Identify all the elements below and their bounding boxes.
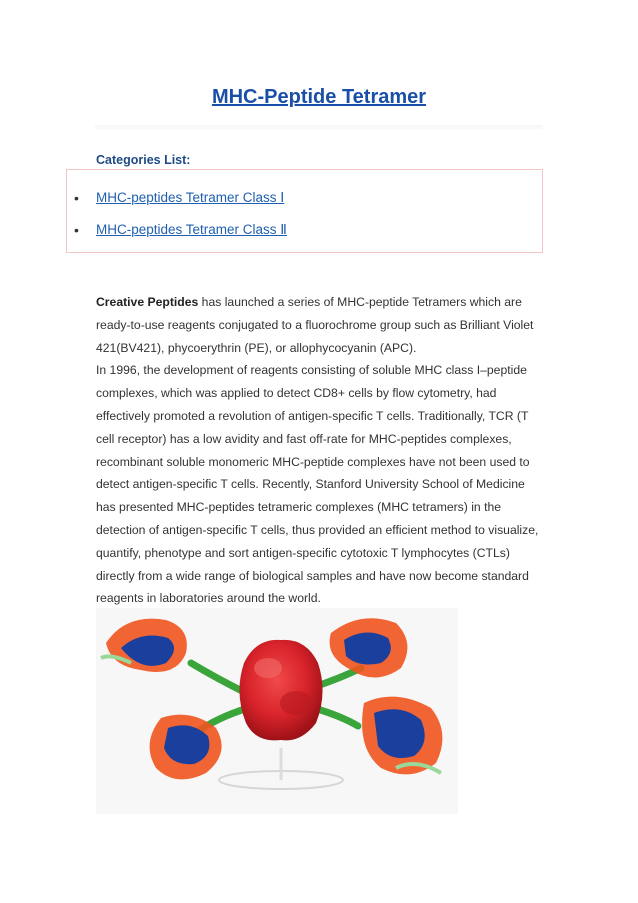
categories-list: [66, 169, 543, 253]
company-name: Creative Peptides: [96, 295, 199, 309]
categories-label: Categories List:: [96, 153, 191, 167]
category-link-class-ii[interactable]: MHC-peptides Tetramer Class Ⅱ: [96, 222, 287, 237]
intro-text: has launched a series of MHC-peptide Tetramers which are ready-to-use reagents conjugated to a fluorochrome group such as Brilliant Violet 421(BV421), phycoerythrin (PE), or allophycocyanin (APC).: [96, 295, 534, 355]
bullet: •: [74, 222, 79, 238]
bullet: •: [74, 190, 79, 206]
article-body: [96, 291, 546, 610]
page-title[interactable]: MHC-Peptide Tetramer: [211, 86, 427, 108]
tetramer-illustration: [96, 608, 458, 814]
paragraph-intro: [96, 291, 546, 359]
title-divider: [95, 125, 543, 130]
tetramer-structure-image: [96, 608, 458, 814]
paragraph-history: In 1996, the development of reagents consisting of soluble MHC class I–peptide complexes, which was applied to detect CD8+ cells by flow cytometry, had effectively promoted a revolution of antigen-specific T cells. Traditionally, TCR (T cell receptor) has a low avidity and fast off-rate for MHC-peptides complexes, recombinant soluble monomeric MHC-peptide complexes have not been used to detect antigen-specific T cells. Recently, Stanford University School of Medicine has presented MHC-peptides tetrameric complexes (MHC tetramers) in the detection of antigen-specific T cells, thus provided an efficient method to visualize, quantify, phenotype and sort antigen-specific cytotoxic T lymphocytes (CTLs) directly from a wide range of biological samples and have now become standard reagents in laboratories around the world.: [96, 363, 539, 606]
streptavidin-core: [239, 640, 322, 741]
category-link-class-i[interactable]: MHC-peptides Tetramer Class Ⅰ: [96, 190, 285, 205]
